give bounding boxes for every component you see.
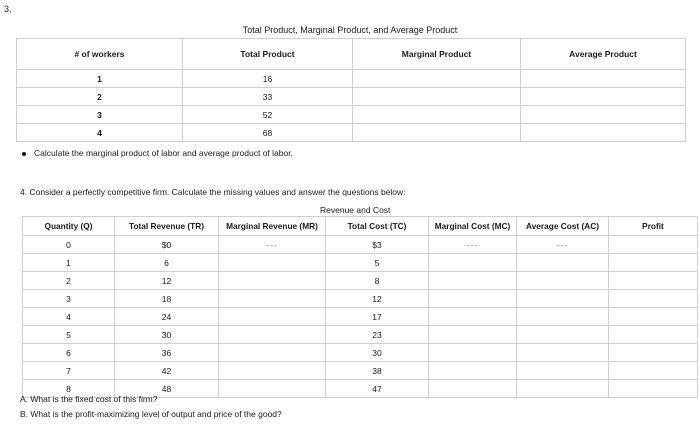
total-product-cell: 52 (183, 106, 353, 124)
total-revenue-cell: 30 (115, 326, 219, 344)
table-row (23, 236, 698, 254)
quantity-cell: 4 (23, 308, 115, 326)
total-cost-cell: 5 (326, 254, 429, 272)
total-cost-cell: 12 (326, 290, 429, 308)
quantity-cell: 3 (23, 290, 115, 308)
workers-cell: 1 (17, 70, 183, 88)
average-cost-cell[interactable] (517, 344, 609, 362)
total-cost-cell: 8 (326, 272, 429, 290)
header-marginal-revenue: Marginal Revenue (MR) (219, 217, 326, 236)
marginal-cost-cell[interactable] (429, 290, 517, 308)
marginal-cost-cell[interactable] (429, 308, 517, 326)
quantity-cell: 7 (23, 362, 115, 380)
product-table (16, 38, 686, 142)
total-cost-cell: 17 (326, 308, 429, 326)
question-3-number: 3. (4, 4, 12, 14)
total-revenue-cell: 48 (115, 380, 219, 398)
total-revenue-cell: 6 (115, 254, 219, 272)
marginal-revenue-cell[interactable] (219, 308, 326, 326)
header-average-cost: Average Cost (AC) (517, 217, 609, 236)
average-cost-cell[interactable] (517, 326, 609, 344)
table-row (23, 308, 698, 326)
header-marginal-product: Marginal Product (353, 39, 521, 70)
total-cost-cell: 47 (326, 380, 429, 398)
profit-cell[interactable] (609, 344, 698, 362)
marginal-product-cell[interactable] (353, 88, 521, 106)
average-product-cell[interactable] (521, 124, 686, 142)
quantity-cell: 2 (23, 272, 115, 290)
total-cost-cell: 38 (326, 362, 429, 380)
workers-cell: 2 (17, 88, 183, 106)
header-quantity: Quantity (Q) (23, 217, 115, 236)
profit-cell[interactable] (609, 290, 698, 308)
workers-cell: 4 (17, 124, 183, 142)
workers-cell: 3 (17, 106, 183, 124)
marginal-cost-cell[interactable] (429, 254, 517, 272)
table-row (23, 290, 698, 308)
revenue-cost-table-title: Revenue and Cost (320, 205, 391, 215)
marginal-revenue-cell[interactable] (219, 362, 326, 380)
average-product-cell[interactable] (521, 106, 686, 124)
total-cost-cell: 23 (326, 326, 429, 344)
revenue-cost-header-row (23, 217, 698, 236)
header-total-cost: Total Cost (TC) (326, 217, 429, 236)
revenue-cost-table (22, 216, 698, 398)
table-row (17, 70, 686, 88)
table-row (17, 124, 686, 142)
marginal-cost-cell[interactable] (429, 326, 517, 344)
profit-cell[interactable] (609, 236, 698, 254)
total-revenue-cell: 24 (115, 308, 219, 326)
product-table-title: Total Product, Marginal Product, and Average Product (242, 25, 458, 35)
table-row (23, 362, 698, 380)
marginal-revenue-cell[interactable] (219, 344, 326, 362)
marginal-revenue-cell[interactable] (219, 326, 326, 344)
profit-cell[interactable] (609, 326, 698, 344)
average-cost-cell[interactable] (517, 254, 609, 272)
average-cost-cell[interactable] (517, 308, 609, 326)
total-product-cell: 16 (183, 70, 353, 88)
average-cost-cell: --- (517, 236, 609, 254)
profit-cell[interactable] (609, 308, 698, 326)
total-product-cell: 68 (183, 124, 353, 142)
marginal-revenue-cell[interactable] (219, 380, 326, 398)
marginal-cost-cell[interactable] (429, 272, 517, 290)
header-total-product: Total Product (183, 39, 353, 70)
table-row (17, 88, 686, 106)
profit-cell[interactable] (609, 362, 698, 380)
average-cost-cell[interactable] (517, 272, 609, 290)
table-row (23, 272, 698, 290)
question-b: B. What is the profit-maximizing level of output and price of the good? (20, 409, 282, 419)
total-cost-cell: $3 (326, 236, 429, 254)
average-product-cell[interactable] (521, 88, 686, 106)
total-revenue-cell: $0 (115, 236, 219, 254)
average-cost-cell[interactable] (517, 290, 609, 308)
marginal-cost-cell[interactable] (429, 362, 517, 380)
table-row (23, 344, 698, 362)
instruction-bullet (22, 148, 293, 158)
total-revenue-cell: 18 (115, 290, 219, 308)
quantity-cell: 8 (23, 380, 115, 398)
total-revenue-cell: 12 (115, 272, 219, 290)
table-row (17, 106, 686, 124)
average-cost-cell[interactable] (517, 380, 609, 398)
quantity-cell: 5 (23, 326, 115, 344)
marginal-product-cell[interactable] (353, 106, 521, 124)
total-revenue-cell: 36 (115, 344, 219, 362)
profit-cell[interactable] (609, 380, 698, 398)
marginal-revenue-cell[interactable] (219, 290, 326, 308)
average-product-cell[interactable] (521, 70, 686, 88)
profit-cell[interactable] (609, 254, 698, 272)
total-cost-cell: 30 (326, 344, 429, 362)
question-4-prompt: 4. Consider a perfectly competitive firm. Calculate the missing values and answer the questions below: (20, 187, 406, 197)
header-total-revenue: Total Revenue (TR) (115, 217, 219, 236)
marginal-product-cell[interactable] (353, 124, 521, 142)
marginal-product-cell[interactable] (353, 70, 521, 88)
header-workers: # of workers (17, 39, 183, 70)
instruction-text: Calculate the marginal product of labor and average product of labor. (34, 148, 293, 158)
marginal-revenue-cell[interactable] (219, 272, 326, 290)
product-table-header-row (17, 39, 686, 70)
average-cost-cell[interactable] (517, 362, 609, 380)
marginal-revenue-cell[interactable] (219, 254, 326, 272)
marginal-revenue-cell: --- (219, 236, 326, 254)
marginal-cost-cell[interactable] (429, 344, 517, 362)
header-profit: Profit (609, 217, 698, 236)
profit-cell[interactable] (609, 272, 698, 290)
marginal-cost-cell[interactable] (429, 380, 517, 398)
header-average-product: Average Product (521, 39, 686, 70)
bullet-icon (22, 152, 26, 156)
quantity-cell: 0 (23, 236, 115, 254)
header-marginal-cost: Marginal Cost (MC) (429, 217, 517, 236)
total-revenue-cell: 42 (115, 362, 219, 380)
quantity-cell: 1 (23, 254, 115, 272)
table-row (23, 326, 698, 344)
total-product-cell: 33 (183, 88, 353, 106)
quantity-cell: 6 (23, 344, 115, 362)
marginal-cost-cell: --- (429, 236, 517, 254)
table-row (23, 254, 698, 272)
question-a: A. What is the fixed cost of this firm? (20, 394, 158, 404)
